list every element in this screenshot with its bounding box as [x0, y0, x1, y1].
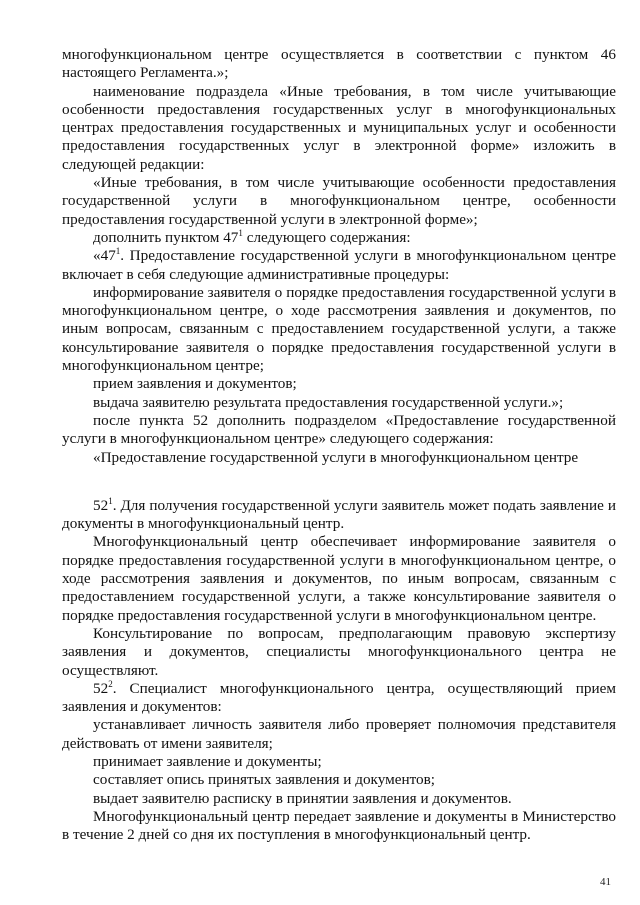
- paragraph-add-subsection: после пункта 52 дополнить подразделом «Предоставление государственной услуги в многофункциональном центре» следующего содержания:: [62, 411, 616, 448]
- paragraph-item-52-1: $52^1$. Для получения государственной услуги заявитель может подать заявление и документы в многофункциональный центр.: [62, 495, 616, 533]
- paragraph-item-47-1: «$47^1$. Предоставление государственной услуги в многофункциональном центре включает в себя следующие административные процедуры:: [62, 246, 616, 283]
- paragraph-procedure-informing: информирование заявителя о порядке предоставления государственной услуги в многофункциональном центре, о ходе рассмотрения заявления и документов, по иным вопросам, связанным с предоставлением государственной услуги, а также консультирование заявителя о порядке предоставления государственной услуги в многофункциональном центре;: [62, 283, 616, 375]
- paragraph-mfc-informing: Многофункциональный центр обеспечивает информирование заявителя о порядке предоставления государственной услуги в многофункциональном центре, о ходе рассмотрения заявления и документов, по иным вопросам, связанным с предоставлением государственной услуги, а также консультирование заявителя о порядке предоставления государственной услуги в многофункциональном центре.: [62, 533, 616, 624]
- page-number: 41: [600, 876, 611, 888]
- paragraph-receipt: выдает заявителю расписку в принятии заявления и документов.: [93, 789, 512, 807]
- paragraph-inventory: составляет опись принятых заявления и документов;: [93, 771, 435, 789]
- paragraph-accept-documents: принимает заявление и документы;: [93, 752, 322, 770]
- paragraph-transfer-to-ministry: Многофункциональный центр передает заявление и документы в Министерство в течение 2 дней со дня их поступления в многофункциональный центр.: [62, 807, 616, 844]
- paragraph-add-item-47-1: дополнить пунктом $47^1$ следующего содержания:: [93, 227, 411, 246]
- paragraph-continuation: многофункциональном центре осуществляется в соответствии с пунктом 46 настоящего Регламента.»;: [62, 46, 616, 82]
- document-body: [62, 46, 616, 844]
- paragraph-procedure-reception: прием заявления и документов;: [93, 375, 297, 393]
- blank-line: [62, 467, 616, 497]
- paragraph-item-52-2: $52^2$. Специалист многофункционального центра, осуществляющий прием заявления и документов:: [62, 678, 616, 716]
- paragraph-legal-consulting: Консультирование по вопросам, предполагающим правовую экспертизу заявления и документов, специалисты многофункционального центра не осуществляют.: [62, 624, 616, 679]
- paragraph-subsection-rename: наименование подраздела «Иные требования, в том числе учитывающие особенности предоставления государственных услуг в многофункциональных центрах предоставления государственных и муниципальных услуг и особенности предоставления государственных услуг в электронной форме» изложить в следующей редакции:: [62, 82, 616, 173]
- paragraph-identity-check: устанавливает личность заявителя либо проверяет полномочия представителя действовать от имени заявителя;: [62, 716, 616, 752]
- subsection-heading: «Предоставление государственной услуги в многофункциональном центре: [93, 448, 579, 466]
- paragraph-new-subsection-title: «Иные требования, в том числе учитывающие особенности предоставления государственной услуги в многофункциональном центре, особенности предоставления государственной услуги в электронной форме»;: [62, 174, 616, 228]
- paragraph-procedure-issuance: выдача заявителю результата предоставления государственной услуги.»;: [93, 393, 564, 411]
